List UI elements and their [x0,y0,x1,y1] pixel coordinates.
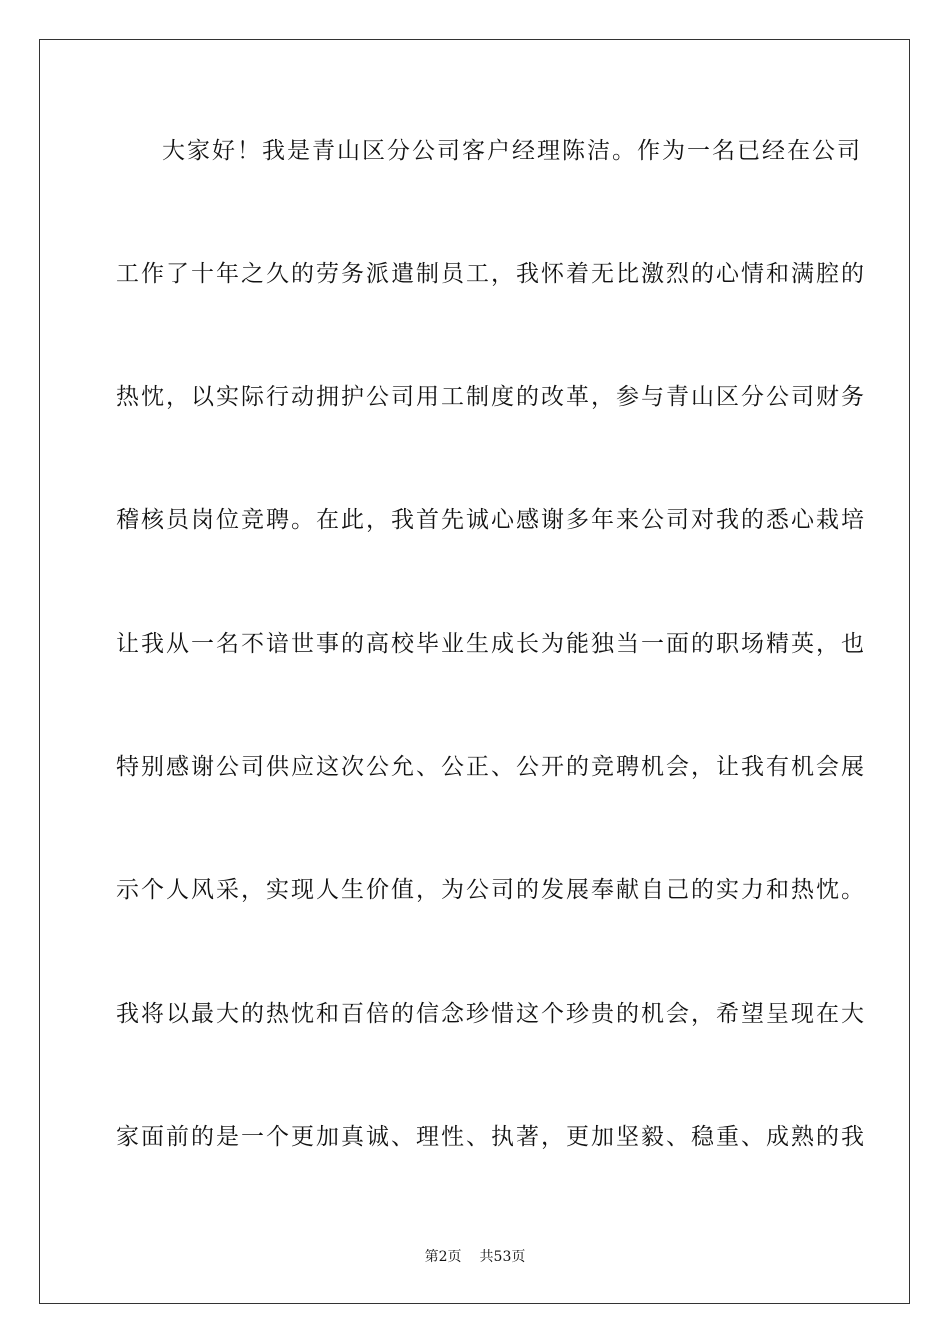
paragraph-line: 工作了十年之久的劳务派遣制员工，我怀着无比激烈的心情和满腔的 [116,261,866,287]
paragraph-line: 稽核员岗位竞聘。在此，我首先诚心感谢多年来公司对我的悉心栽培 [116,507,866,533]
page-total: 共53页 [479,1249,526,1265]
page-number: 第2页 [424,1249,462,1265]
paragraph-line: 热忱，以实际行动拥护公司用工制度的改革，参与青山区分公司财务 [116,384,866,410]
paragraph-line: 示个人风采，实现人生价值，为公司的发展奉献自己的实力和热忱。 [116,877,866,903]
page-footer [0,1248,950,1266]
paragraph-line: 让我从一名不谙世事的高校毕业生成长为能独当一面的职场精英，也 [116,631,866,657]
page-border [39,39,910,1304]
paragraph-line: 特别感谢公司供应这次公允、公正、公开的竞聘机会，让我有机会展 [116,754,866,780]
paragraph-line: 大家好！我是青山区分公司客户经理陈洁。作为一名已经在公司 [162,138,862,164]
paragraph-line: 我将以最大的热忱和百倍的信念珍惜这个珍贵的机会，希望呈现在大 [116,1001,866,1027]
paragraph-line: 家面前的是一个更加真诚、理性、执著，更加坚毅、稳重、成熟的我 [116,1124,866,1150]
